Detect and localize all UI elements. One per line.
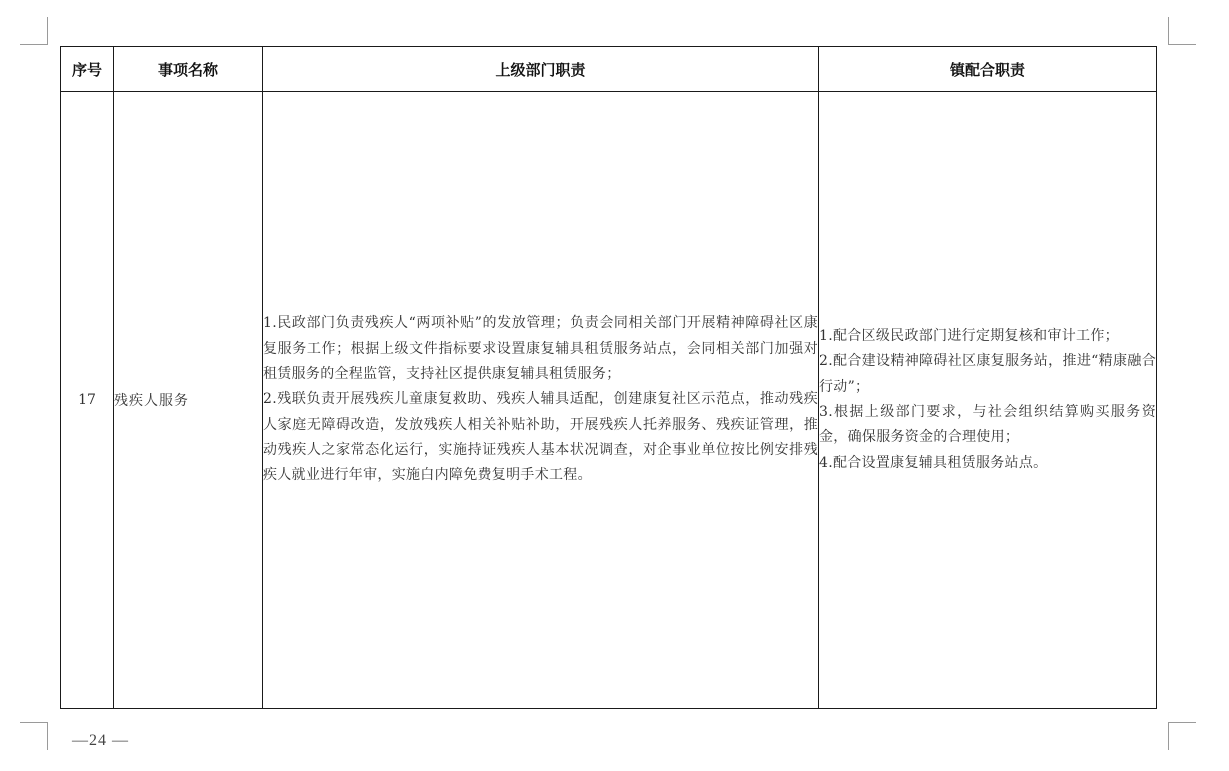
table-row [61, 92, 1157, 709]
header-no: 序号 [61, 47, 114, 92]
duty-table [60, 46, 1157, 709]
crop-mark [47, 17, 48, 45]
crop-mark [1168, 17, 1169, 45]
crop-mark [1168, 44, 1196, 45]
crop-mark [20, 44, 48, 45]
table-header-row [61, 47, 1157, 92]
upper-duty-paragraph: 2.残联负责开展残疾儿童康复救助、残疾人辅具适配，创建康复社区示范点，推动残疾人家庭无障碍改造，发放残疾人相关补贴补助，开展残疾人托养服务、残疾证管理，推动残疾人之家常态化运行，实施持证残疾人基本状况调查，对企事业单位按比例安排残疾人就业进行年审，实施白内障免费复明手术工程。 [263, 391, 818, 484]
crop-mark [1168, 722, 1196, 723]
row-no: 17 [61, 92, 114, 709]
town-duty-paragraph: 4.配合设置康复辅具租赁服务站点。 [819, 454, 1048, 471]
header-item-name: 事项名称 [114, 47, 263, 92]
town-duty-paragraph: 1.配合区级民政部门进行定期复核和审计工作； [819, 328, 1119, 345]
crop-mark [20, 722, 48, 723]
header-upper-duty: 上级部门职责 [263, 47, 819, 92]
crop-mark [1168, 722, 1169, 750]
crop-mark [47, 722, 48, 750]
upper-duty-paragraph: 1.民政部门负责残疾人“两项补贴”的发放管理；负责会同相关部门开展精神障碍社区康复服务工作；根据上级文件指标要求设置康复辅具租赁服务站点，会同相关部门加强对租赁服务的全程监管，支持社区提供康复辅具租赁服务； [263, 315, 818, 383]
row-item-name: 残疾人服务 [114, 92, 263, 709]
page-number: —24 — [72, 732, 129, 749]
town-duty-paragraph: 3.根据上级部门要求，与社会组织结算购买服务资金，确保服务资金的合理使用； [819, 404, 1156, 446]
town-duty-paragraph: 2.配合建设精神障碍社区康复服务站，推进“精康融合行动”； [819, 353, 1156, 395]
row-town-duty [819, 92, 1157, 709]
header-town-duty: 镇配合职责 [819, 47, 1157, 92]
row-upper-duty [263, 92, 819, 709]
